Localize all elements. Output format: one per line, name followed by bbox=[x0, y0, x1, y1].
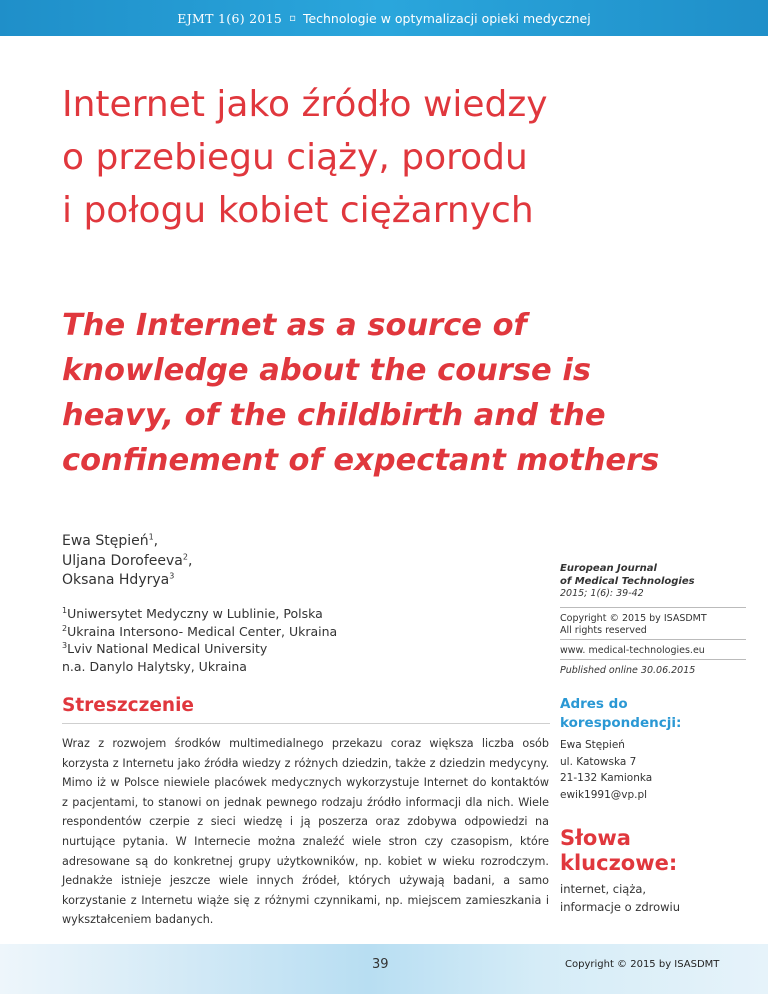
abstract-divider bbox=[62, 723, 550, 724]
correspondence-heading: Adres do korespondencji: bbox=[560, 696, 682, 731]
header-journal: EJMT 1(6) 2015 bbox=[177, 10, 283, 26]
title-polish-line: o przebiegu ciąży, porodu bbox=[62, 137, 528, 178]
abstract-heading: Streszczenie bbox=[62, 695, 194, 716]
header-separator-icon: ▫ bbox=[289, 12, 296, 24]
journal-volume: 2015; 1(6): 39-42 bbox=[560, 588, 644, 599]
correspondence-city: 21-132 Kamionka bbox=[560, 772, 653, 784]
footer-copyright: Copyright © 2015 by ISASDMT bbox=[565, 959, 720, 970]
correspondence-email[interactable]: ewik1991@vp.pl bbox=[560, 788, 648, 801]
correspondence-address bbox=[560, 737, 652, 803]
author-list bbox=[62, 532, 192, 591]
journal-website[interactable]: www. medical-technologies.eu bbox=[560, 645, 705, 656]
journal-info bbox=[560, 563, 750, 677]
keywords-list: internet, ciąża, informacje o zdrowiu bbox=[560, 882, 681, 914]
title-english-line: confinement of expectant mothers bbox=[62, 443, 660, 478]
journal-divider bbox=[560, 607, 746, 608]
journal-name-line2: of Medical Technologies bbox=[560, 575, 695, 587]
journal-published: Published online 30.06.2015 bbox=[560, 665, 696, 676]
affiliation: $^1$Uniwersytet Medyczny w Lublinie, Polska bbox=[62, 605, 323, 621]
journal-divider bbox=[560, 639, 746, 640]
affiliation: $^3$Lviv National Medical University bbox=[62, 640, 268, 656]
header-section: Technologie w optymalizacji opieki medycznej bbox=[302, 10, 591, 26]
title-english-line: knowledge about the course is bbox=[62, 353, 591, 388]
author: Ewa Stępień$^1$, bbox=[62, 532, 159, 549]
author: Oksana Hdyrya$^3$ bbox=[62, 571, 175, 588]
abstract-text: Wraz z rozwojem środków multimedialnego przekazu coraz większa liczba osób korzysta z Internetu jako źródła wiedzy z różnych dziedzin, także z dziedzin medycyny. Mimo iż w Polsce niewiele placówek medycznych wykorzystuje Internet do kontaktów z pacjentami, to stanowi on jednak pewnego rodzaju źródło informacji dla nich. Wiele respondentów czerpie z sieci wiedzę i ją poszerza oraz zdobywa odpowiedzi na nurtujące pytania. W Internecie można znaleźć wiele stron czy czasopism, które adresowane są do konkretnej grupy użytkowników, np. kobiet w wieku rozrodczym. Jednakże istnieje jeszcze wiele innych źródeł, których używają badani, a samo korzystanie z Internetu wiąże się z różnymi czynnikami, np. miejscem zamieszkania i wykształceniem badanych. bbox=[62, 737, 549, 927]
title-english-line: The Internet as a source of bbox=[62, 308, 527, 343]
keywords-heading: Słowa kluczowe: bbox=[560, 826, 678, 875]
title-english-line: heavy, of the childbirth and the bbox=[62, 398, 606, 433]
correspondence-street: ul. Katowska 7 bbox=[560, 755, 637, 768]
title-polish-line: Internet jako źródło wiedzy bbox=[62, 84, 548, 125]
page-number: 39 bbox=[372, 957, 389, 972]
affiliation-list bbox=[62, 605, 337, 675]
journal-name-line1: European Journal bbox=[560, 563, 657, 574]
affiliation: $^2$Ukraina Intersono- Medical Center, Ukraina bbox=[62, 623, 338, 639]
title-polish bbox=[62, 78, 662, 237]
running-header bbox=[0, 0, 768, 36]
correspondence-name: Ewa Stępień bbox=[560, 739, 625, 751]
title-english bbox=[62, 303, 682, 483]
page-footer bbox=[0, 944, 768, 994]
journal-copyright: Copyright © 2015 by ISASDMT bbox=[560, 613, 707, 624]
title-polish-line: i połogu kobiet ciężarnych bbox=[62, 190, 534, 231]
journal-rights: All rights reserved bbox=[560, 625, 647, 636]
author: Uljana Dorofeeva$^2$, bbox=[62, 551, 193, 569]
affiliation: n.a. Danylo Halytsky, Ukraina bbox=[62, 658, 247, 674]
journal-divider bbox=[560, 659, 746, 660]
